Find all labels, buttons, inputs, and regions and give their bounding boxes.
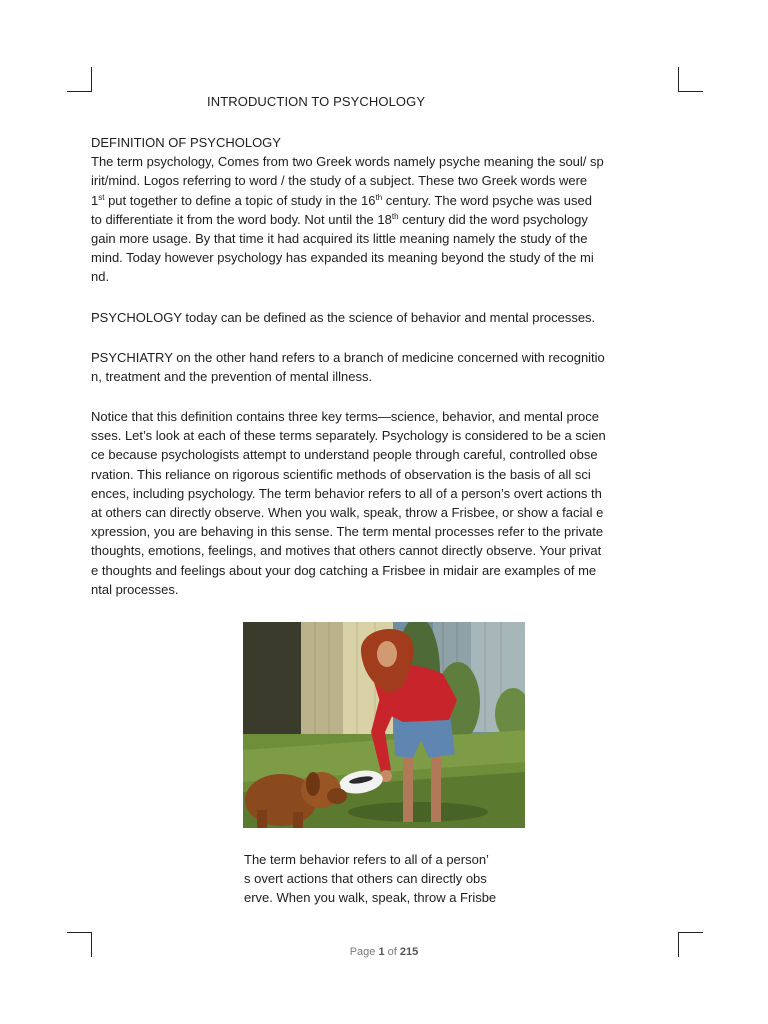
document-title: INTRODUCTION TO PSYCHOLOGY: [207, 94, 426, 109]
text-line: 1st put together to define a topic of study in the 16th century. The word psyche was used: [91, 192, 592, 208]
text-line: gain more usage. By that time it had acquired its little meaning namely the study of the: [91, 230, 588, 246]
page-word: Page: [349, 946, 376, 958]
superscript: th: [375, 192, 383, 202]
superscript: st: [98, 192, 105, 202]
text-line: nd.: [91, 269, 110, 285]
text-line: ce because psychologists attempt to understand people through careful, controlled obse: [91, 447, 598, 463]
paragraph-definition: [91, 152, 691, 286]
page-indicator: [0, 946, 768, 958]
text-line: thoughts, emotions, feelings, and motives that others cannot directly observe. Your privat: [91, 543, 602, 559]
caption-line: The term behavior refers to all of a person’: [244, 852, 489, 867]
text-line: mind. Today however psychology has expanded its meaning beyond the study of the mi: [91, 250, 594, 266]
paragraph-psychology-today: [91, 308, 691, 327]
crop-mark-top-left: [67, 67, 92, 92]
section-heading: DEFINITION OF PSYCHOLOGY: [91, 135, 281, 150]
text-line: ntal processes.: [91, 581, 179, 597]
text-line: irit/mind. Logos referring to word / the study of a subject. These two Greek words were: [91, 173, 588, 189]
text-line: The term psychology, Comes from two Greek words namely psyche meaning the soul/ sp: [91, 154, 604, 170]
text-line: Notice that this definition contains three key terms—science, behavior, and mental proce: [91, 409, 599, 425]
text-line: ences, including psychology. The term behavior refers to all of a person’s overt actions th: [91, 485, 602, 501]
text-line: n, treatment and the prevention of mental illness.: [91, 368, 373, 384]
text-line: sses. Let’s look at each of these terms separately. Psychology is considered to be a scien: [91, 428, 606, 444]
document-body: [91, 133, 691, 599]
caption-line: s overt actions that others can directly obs: [244, 871, 487, 887]
paragraph-psychiatry: [91, 348, 691, 386]
current-page-number: 1: [378, 946, 385, 958]
superscript: th: [391, 211, 399, 221]
paragraph-key-terms: [91, 407, 691, 599]
crop-mark-top-right: [678, 67, 703, 92]
text-line: PSYCHIATRY on the other hand refers to a branch of medicine concerned with recognitio: [91, 349, 605, 365]
of-word: of: [387, 946, 397, 958]
text-line: PSYCHOLOGY today can be defined as the science of behavior and mental processes.: [91, 309, 596, 325]
text-line: xpression, you are behaving in this sense. The term mental processes refer to the private: [91, 524, 604, 540]
text-line: rvation. This reliance on rigorous scientific methods of observation is the basis of all sci: [91, 466, 591, 482]
photo-woman-dog-frisbee: [243, 622, 525, 828]
text-line: to differentiate it from the word body. Not until the 18th century did the word psychology: [91, 211, 588, 227]
text-line: e thoughts and feelings about your dog catching a Frisbee in midair are examples of me: [91, 562, 597, 578]
text-line: at others can directly observe. When you walk, speak, throw a Frisbee, or show a facial e: [91, 505, 604, 520]
photo-caption: [244, 850, 544, 908]
total-pages-number: 215: [399, 946, 419, 958]
caption-line: erve. When you walk, speak, throw a Frisbe: [244, 890, 497, 906]
